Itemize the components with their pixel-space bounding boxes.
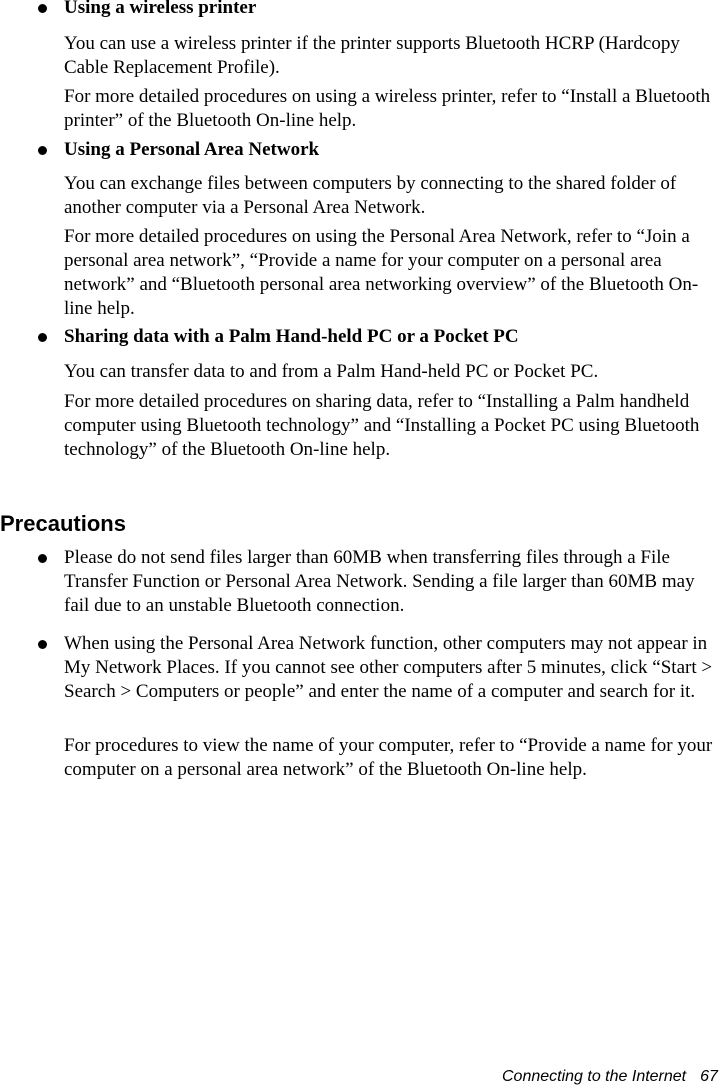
bullet-icon: [38, 640, 47, 649]
paragraph: You can exchange files between computers by connecting to the shared folder of another computer via a Personal Area Network.: [64, 173, 677, 218]
precaution-text: Please do not send files larger than 60MB when transferring files through a File Transfer Function or Personal Area Network. Sending a file larger than 60MB may fail due to an unstable Bluetooth connection.: [64, 547, 695, 616]
item-heading: Using a wireless printer: [64, 0, 257, 18]
section-title-precautions: Precautions: [0, 511, 126, 536]
paragraph: You can transfer data to and from a Palm Hand-held PC or Pocket PC.: [64, 361, 599, 382]
bullet-icon: [38, 333, 47, 342]
item-heading: Sharing data with a Palm Hand-held PC or a Pocket PC: [64, 326, 519, 347]
paragraph: For more detailed procedures on sharing data, refer to “Installing a Palm handheld computer using Bluetooth technology” and “Installing a Pocket PC using Bluetooth technology” of the Bluetooth On-line help.: [64, 391, 700, 460]
page-number: 67: [700, 1068, 718, 1085]
paragraph: For more detailed procedures on using a wireless printer, refer to “Install a Bluetooth printer” of the Bluetooth On-line help.: [64, 86, 711, 131]
bullet-icon: [38, 4, 47, 13]
precaution-text: When using the Personal Area Network function, other computers may not appear in My Network Places. If you cannot see other computers after 5 minutes, click “Start > Search > Computers or people” and enter the name of a computer and search for it.: [64, 633, 713, 702]
bullet-icon: [38, 146, 47, 155]
paragraph: For more detailed procedures on using the Personal Area Network, refer to “Join a personal area network”, “Provide a name for your computer on a personal area network” and “Bluetooth personal area networking overview” of the Bluetooth On-line help.: [64, 226, 699, 319]
precaution-note: For procedures to view the name of your computer, refer to “Provide a name for your computer on a personal area network” of the Bluetooth On-line help.: [64, 735, 713, 780]
page-footer: [502, 1067, 718, 1087]
footer-section-title: Connecting to the Internet: [502, 1068, 687, 1085]
item-heading: Using a Personal Area Network: [64, 139, 320, 160]
bullet-icon: [38, 554, 47, 563]
paragraph: You can use a wireless printer if the printer supports Bluetooth HCRP (Hardcopy Cable Replacement Profile).: [64, 33, 680, 78]
